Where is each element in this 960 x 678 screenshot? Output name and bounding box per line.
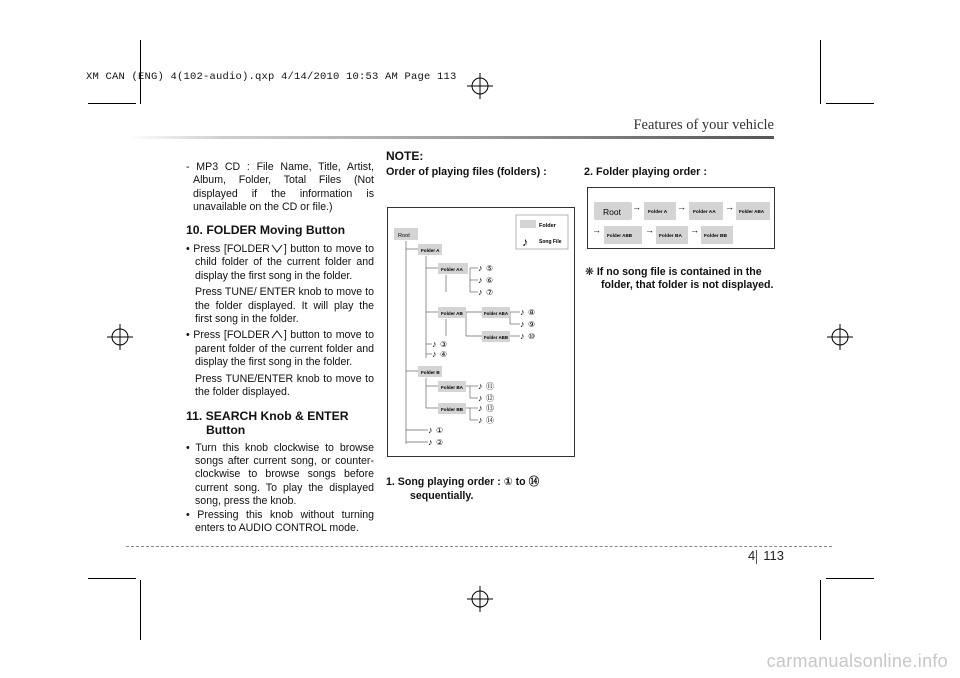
folder-b-label: Folder B xyxy=(421,370,440,375)
page-number-value: 113 xyxy=(763,548,784,563)
crop-mark xyxy=(826,103,874,104)
arrow-right-icon: → xyxy=(645,225,654,235)
legend-folder-label: Folder xyxy=(539,223,556,229)
registration-mark-icon xyxy=(467,586,493,612)
bullet-text: Press [FOLDER xyxy=(193,243,270,256)
heading-line: Button xyxy=(206,422,246,437)
folder-aa-label: Folder AA xyxy=(441,267,463,272)
arrow-right-icon: → xyxy=(592,225,601,235)
music-note-icon: ♪ xyxy=(432,349,437,359)
song-files xyxy=(428,263,535,447)
crop-mark xyxy=(826,578,874,579)
music-note-icon: ♪ xyxy=(428,425,433,435)
empty-folder-note-line1: ❋ If no song file is contained in the xyxy=(585,266,762,278)
song-5: ⑤ xyxy=(486,264,494,273)
chevron-up-icon xyxy=(270,330,284,339)
song-10: ⑩ xyxy=(528,332,536,341)
column-left xyxy=(186,161,374,535)
folder-up-sub: Press TUNE/ENTER knob to move to the folder displayed. xyxy=(195,372,374,399)
registration-mark-icon xyxy=(827,324,853,350)
folder-aba-label: Folder ABA xyxy=(484,311,508,316)
crop-mark xyxy=(140,580,141,640)
song-8: ⑧ xyxy=(528,308,536,317)
music-note-icon: ♪ xyxy=(478,381,483,391)
footer-rule xyxy=(126,546,832,547)
music-note-icon: ♪ xyxy=(428,437,433,447)
music-note-icon: ♪ xyxy=(520,319,525,329)
mp3-cd-info xyxy=(186,161,374,215)
chevron-down-icon xyxy=(270,244,284,253)
music-note-icon: ♪ xyxy=(478,263,483,273)
folder-ab-label: Folder AB xyxy=(441,311,463,316)
folder-bb-label: Folder BB xyxy=(441,407,463,412)
search-knob-heading xyxy=(186,409,374,437)
song-order-line1: 1. Song playing order : ① to ⑭ xyxy=(386,476,540,488)
song-2: ② xyxy=(436,438,444,447)
song-13: ⑬ xyxy=(486,404,494,413)
music-note-icon: ♪ xyxy=(522,235,528,249)
song-7: ⑦ xyxy=(486,288,494,297)
bullet-text: ] button to move to child folder of the current folder and display the first song in the folder. xyxy=(195,243,374,282)
crop-mark xyxy=(88,578,136,579)
song-4: ④ xyxy=(440,350,448,359)
crop-mark xyxy=(820,40,821,104)
folder-tree-diagram xyxy=(387,207,575,457)
empty-folder-note-line2: folder, that folder is not displayed. xyxy=(601,279,774,292)
legend-folder-swatch xyxy=(520,220,536,228)
arrow-right-icon: → xyxy=(725,202,734,212)
bullet-folder-down: • Press [FOLDER ] button to move to child folder of the current folder and display the first song in the folder. xyxy=(186,243,374,282)
registration-mark-icon xyxy=(107,324,133,350)
music-note-icon: ♪ xyxy=(478,275,483,285)
bullet-folder-up: • Press [FOLDER ] button to move to parent folder of the current folder and display the first song in the folder. xyxy=(186,329,374,369)
order-folder-ba-label: Folder BA xyxy=(659,234,682,239)
song-6: ⑥ xyxy=(486,276,494,285)
music-note-icon: ♪ xyxy=(520,307,525,317)
legend xyxy=(516,215,568,249)
song-9: ⑨ xyxy=(528,320,536,329)
arrow-right-icon: → xyxy=(632,202,641,212)
legend-song-label: Song File xyxy=(539,239,562,245)
folder-a-label: Folder A xyxy=(421,248,440,253)
page-number-divider xyxy=(756,550,757,564)
order-folder-a-label: Folder A xyxy=(648,210,668,215)
music-note-icon: ♪ xyxy=(478,393,483,403)
heading-line: 11. SEARCH Knob & ENTER xyxy=(186,408,349,423)
song-14: ⑭ xyxy=(486,416,494,425)
print-slug: XM CAN (ENG) 4(102-audio).qxp 4/14/2010 10:53 AM Page 113 xyxy=(86,71,457,83)
folder-button-heading: 10. FOLDER Moving Button xyxy=(186,222,346,237)
music-note-icon: ♪ xyxy=(478,415,483,425)
music-note-icon: ♪ xyxy=(478,403,483,413)
registration-mark-icon xyxy=(467,73,493,99)
music-note-icon: ♪ xyxy=(520,331,525,341)
order-folder-abb-label: Folder ABB xyxy=(607,233,633,238)
order-folder-aa-label: Folder AA xyxy=(693,210,716,215)
bullet-text: Turn this knob clockwise to browse songs after current song, or counter-clockwise to browse songs before current song. To play the displayed song, press the knob. xyxy=(195,441,374,508)
arrow-right-icon: → xyxy=(690,225,699,235)
chapter-number: 4 xyxy=(748,548,756,563)
crop-mark xyxy=(88,103,136,104)
arrow-right-icon: → xyxy=(677,202,686,212)
song-1: ① xyxy=(436,426,444,435)
bullet-text: ] button to move to parent folder of the current folder and display the first song in the folder. xyxy=(195,329,374,369)
note-title: NOTE: xyxy=(386,149,424,163)
music-note-icon: ♪ xyxy=(432,339,437,349)
folder-down-sub: Press TUNE/ ENTER knob to move to the folder displayed. It will play the first song in the folder. xyxy=(195,286,374,326)
music-note-icon: ♪ xyxy=(478,287,483,297)
song-order-caption xyxy=(386,476,576,503)
folder-order-title: 2. Folder playing order : xyxy=(584,166,707,178)
bullet-text: Pressing this knob without turning enters to AUDIO CONTROL mode. xyxy=(195,508,375,534)
root-label: Root xyxy=(398,233,410,239)
bullet-turn-knob: • Turn this knob clockwise to browse songs after current song, or counter-clockwise to browse songs before current song. To play the displayed song, press the knob. xyxy=(186,441,374,508)
section-title: Features of your vehicle xyxy=(633,117,774,133)
order-root-label: Root xyxy=(603,207,621,217)
song-11: ⑪ xyxy=(486,382,494,391)
folder-order-diagram xyxy=(587,187,775,249)
song-order-line2: sequentially. xyxy=(410,489,474,502)
folder-abb-label: Folder ABB xyxy=(484,335,508,340)
folder-tree-svg xyxy=(388,208,574,456)
mp3-cd-text: MP3 CD : File Name, Title, Artist, Album, Folder, Total Files (Not displayed if the information is unavailable on the CD or file.) xyxy=(193,161,374,214)
note-subtitle: Order of playing files (folders) : xyxy=(386,166,547,178)
empty-folder-note xyxy=(585,266,777,293)
folder-ba-label: Folder BA xyxy=(441,385,463,390)
order-folder-aba-label: Folder ABA xyxy=(739,209,765,214)
dash: - xyxy=(186,161,197,173)
song-12: ⑫ xyxy=(486,394,494,403)
bullet-press-knob: • Pressing this knob without turning enters to AUDIO CONTROL mode. xyxy=(186,508,375,534)
header-rule xyxy=(126,136,774,139)
folder-order-svg xyxy=(588,188,774,248)
order-folder-bb-label: Folder BB xyxy=(704,234,727,239)
crop-mark xyxy=(820,580,821,640)
watermark: carmanualsonline.info xyxy=(766,651,948,671)
bullet-text: Press [FOLDER xyxy=(193,329,270,342)
song-3: ③ xyxy=(440,340,448,349)
page-number xyxy=(748,548,784,563)
